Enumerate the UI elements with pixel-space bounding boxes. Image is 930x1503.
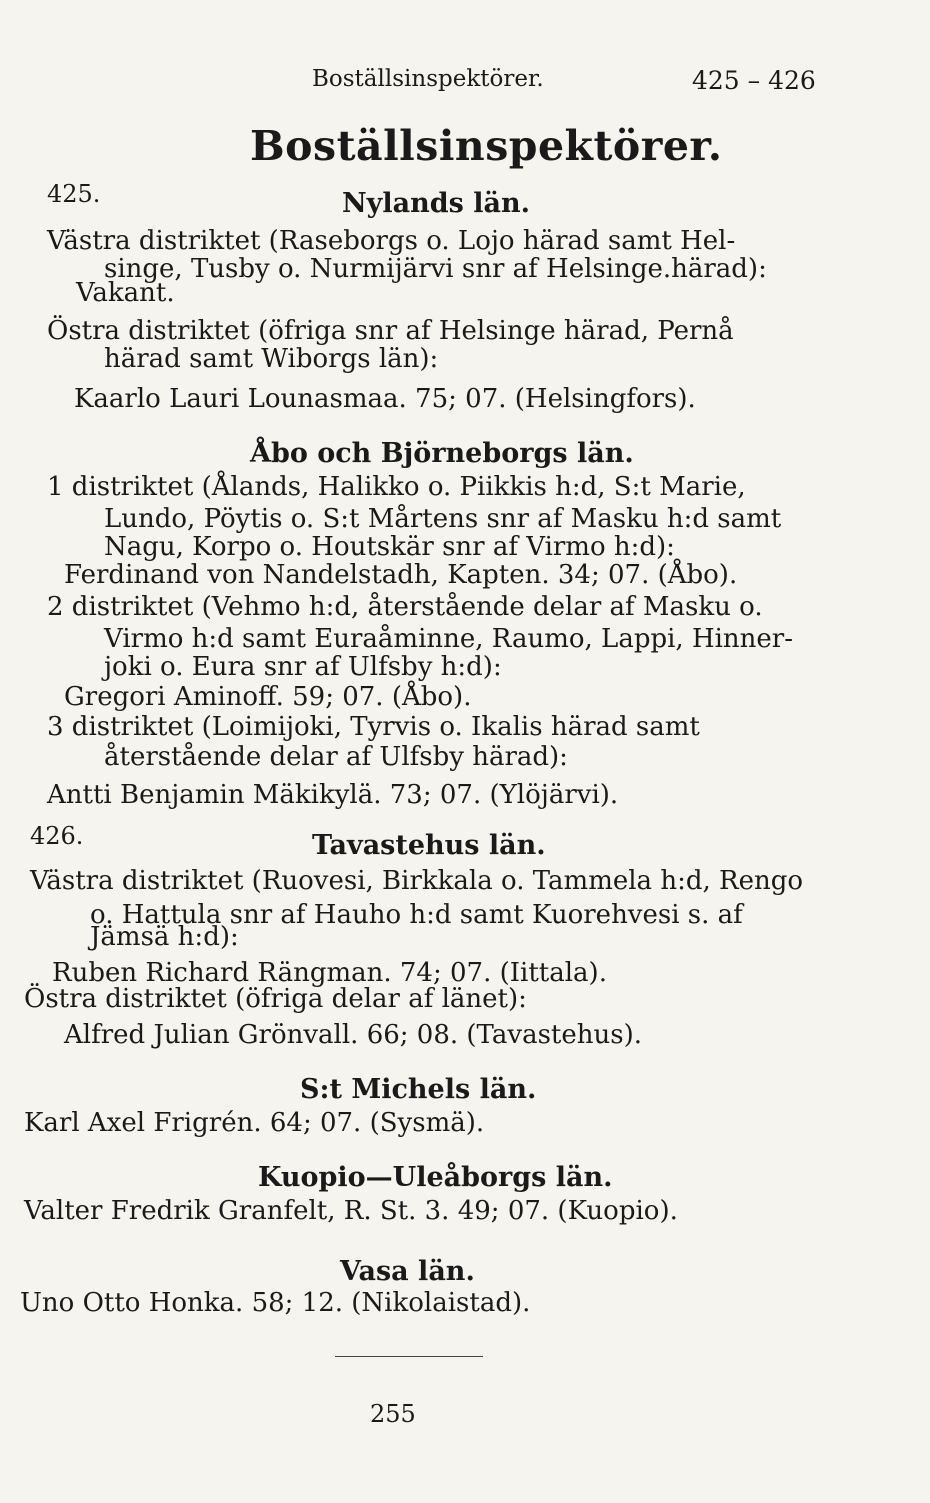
- page-number: 255: [370, 1400, 416, 1428]
- text-line: Valter Fredrik Granfelt, R. St. 3. 49; 07. (Kuopio).: [24, 1196, 678, 1226]
- section-number-426: 426.: [30, 822, 84, 850]
- page-title: Boställsinspektörer.: [250, 122, 723, 170]
- text-line: Västra distriktet (Raseborgs o. Lojo härad samt Hel-: [47, 226, 736, 256]
- text-line: Gregori Aminoff. 59; 07. (Åbo).: [64, 682, 472, 712]
- text-line: Virmo h:d samt Euraåminne, Raumo, Lappi, Hinner-: [104, 624, 794, 654]
- text-line: o. Hattula snr af Hauho h:d samt Kuorehvesi s. af: [90, 900, 743, 930]
- text-line: Nagu, Korpo o. Houtskär snr af Virmo h:d):: [104, 532, 675, 562]
- text-line: Antti Benjamin Mäkikylä. 73; 07. (Ylöjärvi).: [47, 780, 619, 810]
- text-line: Östra distriktet (öfriga delar af länet):: [24, 984, 527, 1014]
- section-number-425: 425.: [47, 180, 101, 208]
- text-line: Västra distriktet (Ruovesi, Birkkala o. Tammela h:d, Rengo: [30, 866, 804, 896]
- text-line: 1 distriktet (Ålands, Halikko o. Piikkis h:d, S:t Marie,: [47, 472, 746, 502]
- heading-abo: Åbo och Björneborgs län.: [250, 438, 634, 469]
- running-head-pages: 425 – 426: [692, 66, 816, 95]
- text-line: Alfred Julian Grönvall. 66; 08. (Tavastehus).: [64, 1020, 642, 1050]
- footer-divider: [335, 1356, 483, 1357]
- text-line: återstående delar af Ulfsby härad):: [104, 742, 568, 772]
- text-line: Uno Otto Honka. 58; 12. (Nikolaistad).: [20, 1288, 531, 1318]
- text-line: Jämsä h:d):: [90, 922, 239, 952]
- text-line: Vakant.: [76, 278, 175, 308]
- text-line: härad samt Wiborgs län):: [104, 344, 439, 374]
- text-line: 2 distriktet (Vehmo h:d, återstående delar af Masku o.: [47, 592, 763, 622]
- text-line: 3 distriktet (Loimijoki, Tyrvis o. Ikalis härad samt: [47, 712, 700, 742]
- heading-vasa: Vasa län.: [340, 1256, 475, 1287]
- text-line: joki o. Eura snr af Ulfsby h:d):: [104, 652, 502, 682]
- text-line: singe, Tusby o. Nurmijärvi snr af Helsinge.härad):: [104, 254, 767, 284]
- running-head-title: Boställsinspektörer.: [312, 66, 544, 92]
- heading-tavastehus: Tavastehus län.: [312, 830, 546, 861]
- heading-kuopio: Kuopio—Uleåborgs län.: [258, 1162, 613, 1193]
- text-line: Lundo, Pöytis o. S:t Mårtens snr af Masku h:d samt: [104, 504, 782, 534]
- text-line: Östra distriktet (öfriga snr af Helsinge härad, Pernå: [47, 316, 734, 346]
- text-line: Kaarlo Lauri Lounasmaa. 75; 07. (Helsingfors).: [74, 384, 696, 414]
- text-line: Ruben Richard Rängman. 74; 07. (Iittala).: [52, 958, 607, 988]
- text-line: Ferdinand von Nandelstadh, Kapten. 34; 07. (Åbo).: [64, 560, 738, 590]
- text-line: Karl Axel Frigrén. 64; 07. (Sysmä).: [24, 1108, 485, 1138]
- heading-nylands: Nylands län.: [342, 188, 531, 219]
- heading-st-michels: S:t Michels län.: [300, 1074, 537, 1105]
